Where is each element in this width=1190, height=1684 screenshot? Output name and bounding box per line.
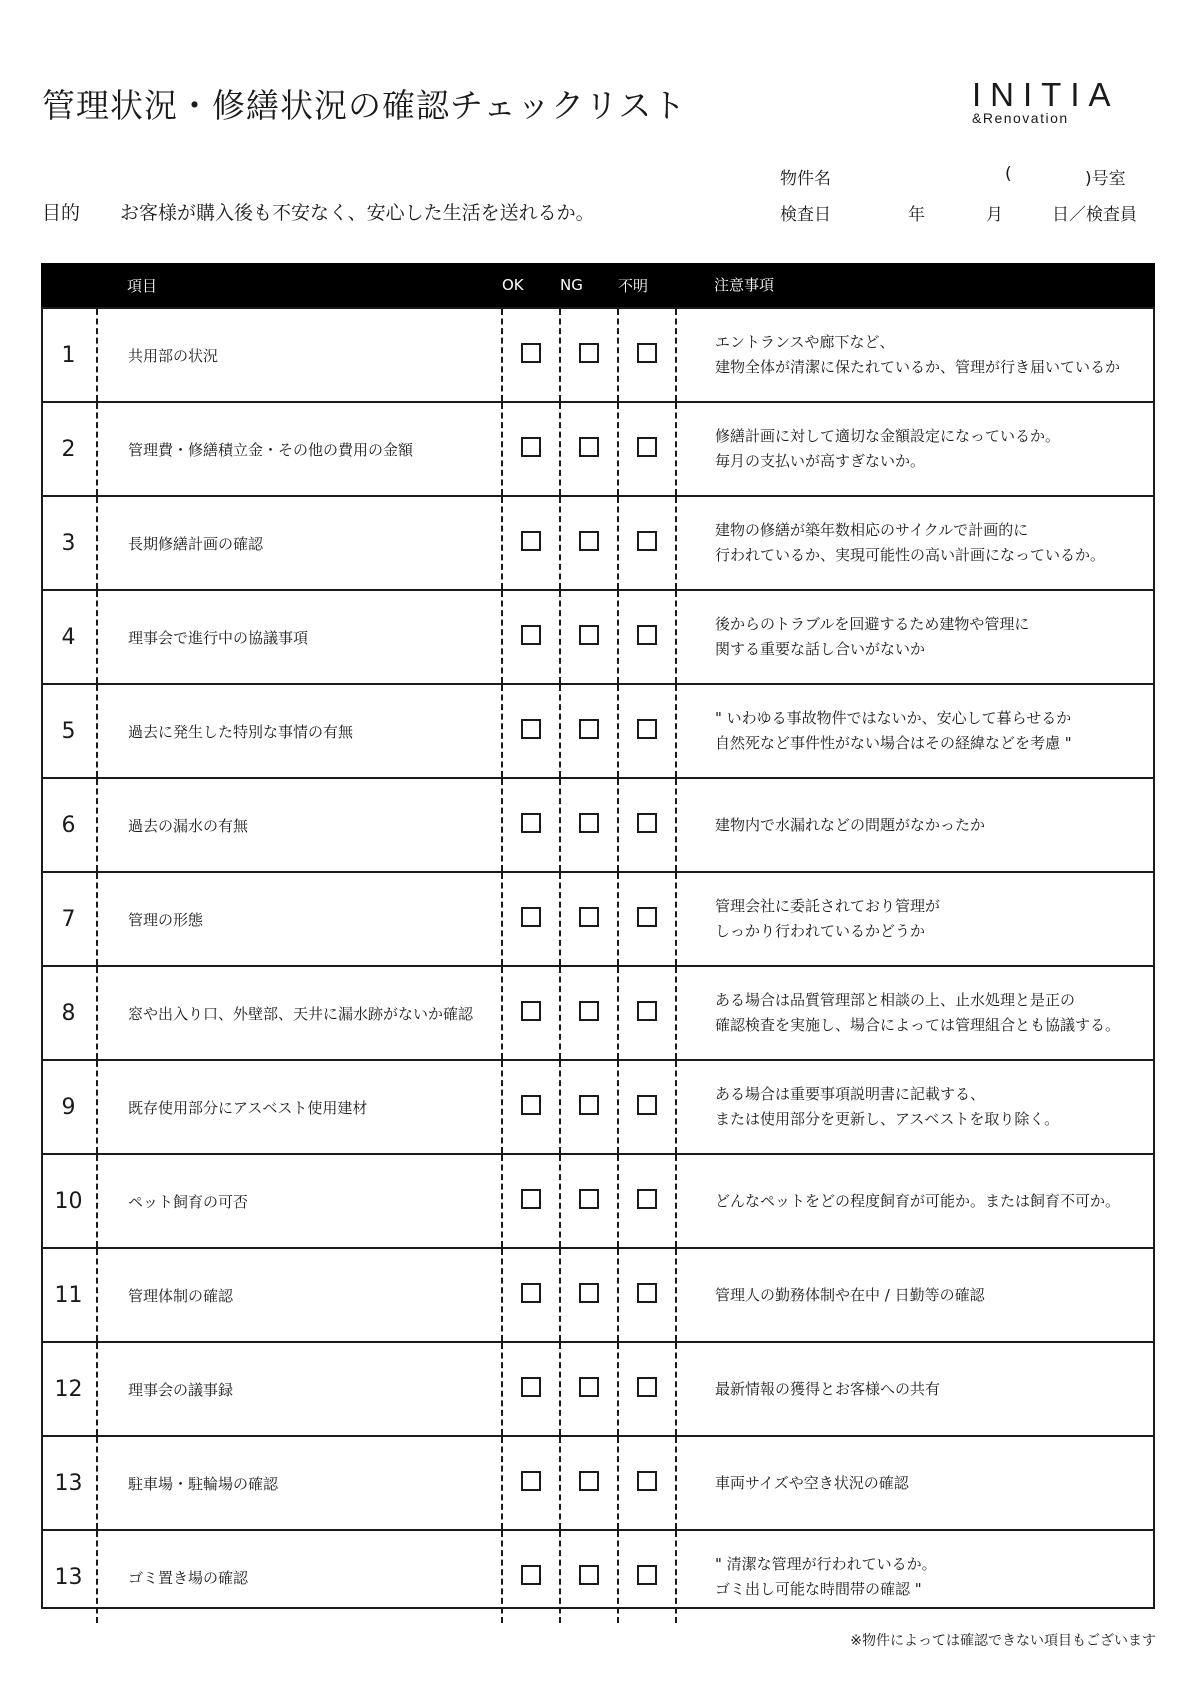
cell-ok (502, 966, 560, 1060)
note-line: " いわゆる事故物件ではないか、安心して暮らせるか (715, 709, 1072, 727)
header-unknown: 不明 (618, 263, 676, 308)
cell-ok (502, 1060, 560, 1154)
row-notes (676, 1436, 1155, 1530)
row-notes (676, 1248, 1155, 1342)
unknown-checkbox[interactable] (637, 719, 657, 739)
cell-ok (502, 402, 560, 496)
row-number: 2 (41, 402, 97, 496)
row-item-label: 管理費・修繕積立金・その他の費用の金額 (97, 402, 502, 496)
cell-ng (560, 1060, 618, 1154)
row-item-label: 理事会で進行中の協議事項 (97, 590, 502, 684)
row-notes (676, 778, 1155, 872)
unknown-checkbox[interactable] (637, 1001, 657, 1021)
note-line: ある場合は品質管理部と相談の上、止水処理と是正の (715, 991, 1076, 1009)
row-item-label: ゴミ置き場の確認 (97, 1530, 502, 1623)
brand-logo (972, 78, 1148, 126)
note-line: 建物全体が清潔に保たれているか、管理が行き届いているか (715, 358, 1121, 376)
ng-checkbox[interactable] (579, 437, 599, 457)
ng-checkbox[interactable] (579, 719, 599, 739)
cell-ok (502, 1530, 560, 1623)
unknown-checkbox[interactable] (637, 531, 657, 551)
table-row (41, 590, 1155, 684)
unknown-checkbox[interactable] (637, 1189, 657, 1209)
cell-unknown (618, 1342, 676, 1436)
row-notes (676, 1342, 1155, 1436)
cell-ok (502, 778, 560, 872)
row-number: 5 (41, 684, 97, 778)
ng-checkbox[interactable] (579, 1095, 599, 1115)
unknown-checkbox[interactable] (637, 1377, 657, 1397)
month-label: 月 (986, 205, 1003, 225)
ok-checkbox[interactable] (521, 719, 541, 739)
note-line: 管理人の勤務体制や在中 / 日勤等の確認 (715, 1285, 985, 1304)
note-line: 確認検査を実施し、場合によっては管理組合とも協議する。 (715, 1016, 1121, 1034)
cell-unknown (618, 590, 676, 684)
note-line: 建物内で水漏れなどの問題がなかったか (715, 815, 986, 834)
ok-checkbox[interactable] (521, 1377, 541, 1397)
row-notes (676, 308, 1155, 402)
ok-checkbox[interactable] (521, 813, 541, 833)
row-item-label: 過去の漏水の有無 (97, 778, 502, 872)
cell-ok (502, 1342, 560, 1436)
cell-ok (502, 308, 560, 402)
row-number: 9 (41, 1060, 97, 1154)
row-notes (676, 590, 1155, 684)
table-row (41, 1060, 1155, 1154)
unknown-checkbox[interactable] (637, 625, 657, 645)
note-line: ゴミ出し可能な時間帯の確認 " (715, 1580, 922, 1598)
cell-unknown (618, 778, 676, 872)
unknown-checkbox[interactable] (637, 437, 657, 457)
ok-checkbox[interactable] (521, 625, 541, 645)
note-line: 修繕計画に対して適切な金額設定になっているか。 (715, 427, 1061, 445)
row-notes (676, 1530, 1155, 1623)
cell-ng (560, 1342, 618, 1436)
cell-ng (560, 496, 618, 590)
cell-ng (560, 778, 618, 872)
table-row (41, 778, 1155, 872)
cell-unknown (618, 1154, 676, 1248)
table-row (41, 308, 1155, 402)
note-line: しっかり行われているかどうか (715, 922, 926, 940)
table-row (41, 684, 1155, 778)
table-row (41, 872, 1155, 966)
year-label: 年 (908, 205, 925, 225)
row-number: 3 (41, 496, 97, 590)
cell-unknown (618, 308, 676, 402)
row-item-label: 過去に発生した特別な事情の有無 (97, 684, 502, 778)
note-line: 最新情報の獲得とお客様への共有 (715, 1379, 941, 1398)
row-number: 6 (41, 778, 97, 872)
table-row (41, 1248, 1155, 1342)
row-number: 4 (41, 590, 97, 684)
unknown-checkbox[interactable] (637, 1565, 657, 1585)
note-line: 後からのトラブルを回避するため建物や管理に (715, 615, 1030, 633)
ok-checkbox[interactable] (521, 1001, 541, 1021)
table-row (41, 496, 1155, 590)
ok-checkbox[interactable] (521, 907, 541, 927)
page-title: 管理状況・修繕状況の確認チェックリスト (42, 86, 687, 125)
paren-open: ( (1005, 164, 1012, 184)
header-ok: OK (502, 263, 560, 308)
cell-ok (502, 1154, 560, 1248)
table-row (41, 966, 1155, 1060)
cell-unknown (618, 1530, 676, 1623)
checklist-table (41, 263, 1155, 1623)
logo-main-text: INITIA (972, 76, 1120, 113)
logo-sub-text: &Renovation (972, 110, 1069, 126)
row-notes (676, 684, 1155, 778)
unknown-checkbox[interactable] (637, 907, 657, 927)
cell-ok (502, 684, 560, 778)
unknown-checkbox[interactable] (637, 1471, 657, 1491)
cell-unknown (618, 684, 676, 778)
table-row (41, 1154, 1155, 1248)
cell-ng (560, 1436, 618, 1530)
cell-unknown (618, 496, 676, 590)
cell-unknown (618, 1436, 676, 1530)
header-no (41, 263, 97, 308)
unknown-checkbox[interactable] (637, 813, 657, 833)
ok-checkbox[interactable] (521, 1565, 541, 1585)
purpose-label: 目的 (42, 202, 81, 224)
ok-checkbox[interactable] (521, 1471, 541, 1491)
row-notes (676, 966, 1155, 1060)
row-item-label: 駐車場・駐輪場の確認 (97, 1436, 502, 1530)
table-header-row (41, 263, 1155, 308)
unknown-checkbox[interactable] (637, 1095, 657, 1115)
note-line: 行われているか、実現可能性の高い計画になっているか。 (715, 546, 1106, 564)
unknown-checkbox[interactable] (637, 1283, 657, 1303)
note-line: 関する重要な話し合いがないか (715, 640, 926, 658)
note-line: どんなペットをどの程度飼育が可能か。または飼育不可か。 (715, 1191, 1121, 1210)
cell-unknown (618, 1248, 676, 1342)
cell-ng (560, 402, 618, 496)
cell-ok (502, 590, 560, 684)
note-line: 自然死など事件性がない場合はその経緯などを考慮 " (715, 734, 1072, 752)
note-line: 建物の修繕が築年数相応のサイクルで計画的に (715, 521, 1029, 539)
cell-ng (560, 872, 618, 966)
row-number: 13 (41, 1436, 97, 1530)
row-notes (676, 1154, 1155, 1248)
table-row (41, 402, 1155, 496)
row-number: 12 (41, 1342, 97, 1436)
row-number: 10 (41, 1154, 97, 1248)
ok-checkbox[interactable] (521, 531, 541, 551)
ng-checkbox[interactable] (579, 625, 599, 645)
ng-checkbox[interactable] (579, 1189, 599, 1209)
row-notes (676, 1060, 1155, 1154)
cell-unknown (618, 1060, 676, 1154)
table-row (41, 1436, 1155, 1530)
row-item-label: 窓や出入り口、外壁部、天井に漏水跡がないか確認 (97, 966, 502, 1060)
property-name-label: 物件名 (780, 169, 831, 189)
row-item-label: 共用部の状況 (97, 308, 502, 402)
note-line: 毎月の支払いが高すぎないか。 (715, 452, 926, 470)
ng-checkbox[interactable] (579, 1283, 599, 1303)
row-item-label: 既存使用部分にアスベスト使用建材 (97, 1060, 502, 1154)
row-number: 1 (41, 308, 97, 402)
ok-checkbox[interactable] (521, 1095, 541, 1115)
cell-ok (502, 1248, 560, 1342)
row-item-label: 理事会の議事録 (97, 1342, 502, 1436)
note-line: エントランスや廊下など、 (715, 333, 895, 351)
ok-checkbox[interactable] (521, 343, 541, 363)
row-notes (676, 496, 1155, 590)
row-item-label: 長期修繕計画の確認 (97, 496, 502, 590)
row-number: 8 (41, 966, 97, 1060)
header-ng: NG (560, 263, 618, 308)
day-inspector-label: 日／検査員 (1052, 205, 1137, 225)
cell-unknown (618, 966, 676, 1060)
row-number: 11 (41, 1248, 97, 1342)
row-item-label: 管理の形態 (97, 872, 502, 966)
cell-ng (560, 1248, 618, 1342)
note-line: " 清潔な管理が行われているか。 (715, 1555, 937, 1573)
purpose-text: お客様が購入後も不安なく、安心した生活を送れるか。 (120, 202, 595, 224)
unknown-checkbox[interactable] (637, 343, 657, 363)
cell-unknown (618, 872, 676, 966)
cell-ng (560, 590, 618, 684)
ng-checkbox[interactable] (579, 1565, 599, 1585)
row-notes (676, 872, 1155, 966)
row-number: 7 (41, 872, 97, 966)
row-number: 13 (41, 1530, 97, 1623)
cell-ng (560, 966, 618, 1060)
ng-checkbox[interactable] (579, 813, 599, 833)
ok-checkbox[interactable] (521, 437, 541, 457)
ok-checkbox[interactable] (521, 1189, 541, 1209)
cell-ng (560, 684, 618, 778)
footnote: ※物件によっては確認できない項目もございます (850, 1633, 1156, 1649)
cell-ng (560, 308, 618, 402)
header-item: 項目 (97, 263, 502, 308)
cell-ok (502, 496, 560, 590)
table-row (41, 1530, 1155, 1623)
cell-ng (560, 1530, 618, 1623)
header-notes: 注意事項 (676, 263, 1155, 308)
note-line: 車両サイズや空き状況の確認 (715, 1473, 909, 1492)
inspection-date-label: 検査日 (780, 205, 831, 225)
cell-ng (560, 1154, 618, 1248)
cell-ok (502, 872, 560, 966)
note-line: ある場合は重要事項説明書に記載する、 (715, 1085, 986, 1103)
ng-checkbox[interactable] (579, 343, 599, 363)
cell-unknown (618, 402, 676, 496)
table-row (41, 1342, 1155, 1436)
note-line: 管理会社に委託されており管理が (715, 897, 941, 915)
ng-checkbox[interactable] (579, 531, 599, 551)
ok-checkbox[interactable] (521, 1283, 541, 1303)
room-number-label: )号室 (1085, 169, 1126, 189)
ng-checkbox[interactable] (579, 1471, 599, 1491)
note-line: または使用部分を更新し、アスベストを取り除く。 (715, 1110, 1060, 1128)
cell-ok (502, 1436, 560, 1530)
row-item-label: ペット飼育の可否 (97, 1154, 502, 1248)
ng-checkbox[interactable] (579, 1377, 599, 1397)
row-notes (676, 402, 1155, 496)
ng-checkbox[interactable] (579, 907, 599, 927)
ng-checkbox[interactable] (579, 1001, 599, 1021)
row-item-label: 管理体制の確認 (97, 1248, 502, 1342)
